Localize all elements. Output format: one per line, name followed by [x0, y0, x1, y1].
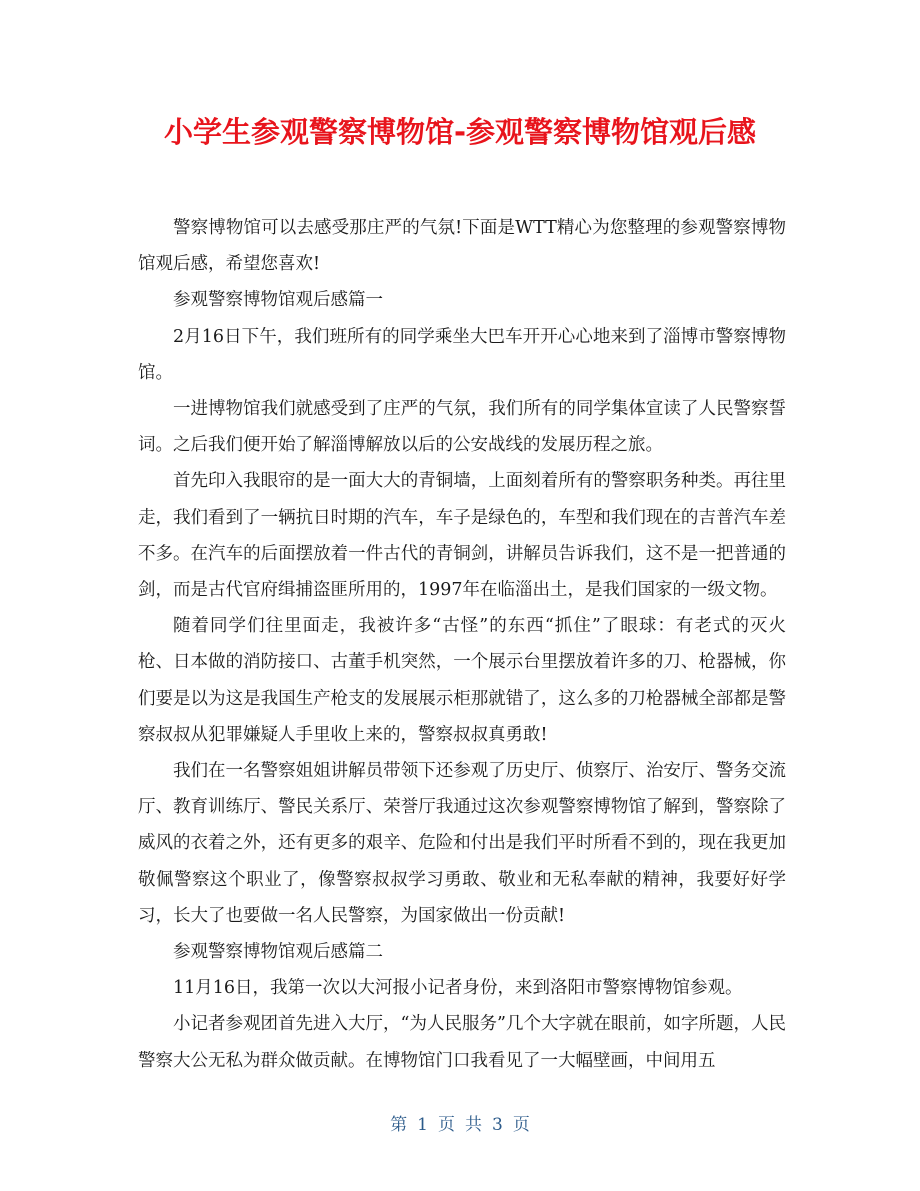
footer-page-word: 页: [438, 1115, 455, 1135]
footer-total-word: 共: [465, 1115, 482, 1135]
page-footer: [0, 1113, 920, 1137]
section-heading-2: 参观警察博物馆观后感篇二: [173, 942, 383, 963]
footer-page-number: 1: [417, 1115, 428, 1135]
paragraph: 2月16日下午，我们班所有的同学乘坐大巴车开开心心地来到了淄博市警察博物馆。: [138, 326, 786, 383]
paragraph: 11月16日，我第一次以大河报小记者身份，来到洛阳市警察博物馆参观。: [173, 978, 743, 999]
section-heading-1: 参观警察博物馆观后感篇一: [173, 290, 383, 311]
footer-total-pages: 3: [492, 1115, 503, 1135]
paragraph: 小记者参观团首先进入大厅，“为人民服务”几个大字就在眼前，如字所题，人民警察大公无私为群众做贡献。在博物馆门口我看见了一大幅壁画，中间用五: [138, 1014, 786, 1071]
footer-prefix: 第: [390, 1115, 408, 1135]
footer-suffix: 页: [512, 1115, 530, 1135]
paragraph: 随着同学们往里面走，我被许多“古怪”的东西“抓住”了眼球：有老式的灭火枪、日本做的消防接口、古董手机突然，一个展示台里摆放着许多的刀、枪器械，你们要是以为这是我国生产枪支的发展展示柜那就错了，这么多的刀枪器械全部都是警察叔叔从犯罪嫌疑人手里收上来的，警察叔叔真勇敢!: [138, 616, 786, 745]
document-body: [138, 210, 786, 1079]
paragraph: 首先印入我眼帘的是一面大大的青铜墙，上面刻着所有的警察职务种类。再往里走，我们看到了一辆抗日时期的汽车，车子是绿色的，车型和我们现在的吉普汽车差不多。在汽车的后面摆放着一件古代的青铜剑，讲解员告诉我们，这不是一把普通的剑，而是古代官府缉捕盗匪所用的，1997年在临淄出土，是我们国家的一级文物。: [138, 471, 786, 601]
document-title: 小学生参观警察博物馆-参观警察博物馆观后感: [163, 115, 757, 149]
paragraph: 我们在一名警察姐姐讲解员带领下还参观了历史厅、侦察厅、治安厅、警务交流厅、教育训练厅、警民关系厅、荣誉厅我通过这次参观警察博物馆了解到，警察除了威风的衣着之外，还有更多的艰辛、危险和付出是我们平时所看不到的，现在我更加敬佩警察这个职业了，像警察叔叔学习勇敢、敬业和无私奉献的精神，我要好好学习，长大了也要做一名人民警察，为国家做出一份贡献!: [138, 761, 786, 926]
paragraph-intro: 警察博物馆可以去感受那庄严的气氛!下面是WTT精心为您整理的参观警察博物馆观后感，希望您喜欢!: [138, 218, 786, 275]
paragraph: 一进博物馆我们就感受到了庄严的气氛，我们所有的同学集体宣读了人民警察誓词。之后我们便开始了解淄博解放以后的公安战线的发展历程之旅。: [138, 399, 786, 456]
